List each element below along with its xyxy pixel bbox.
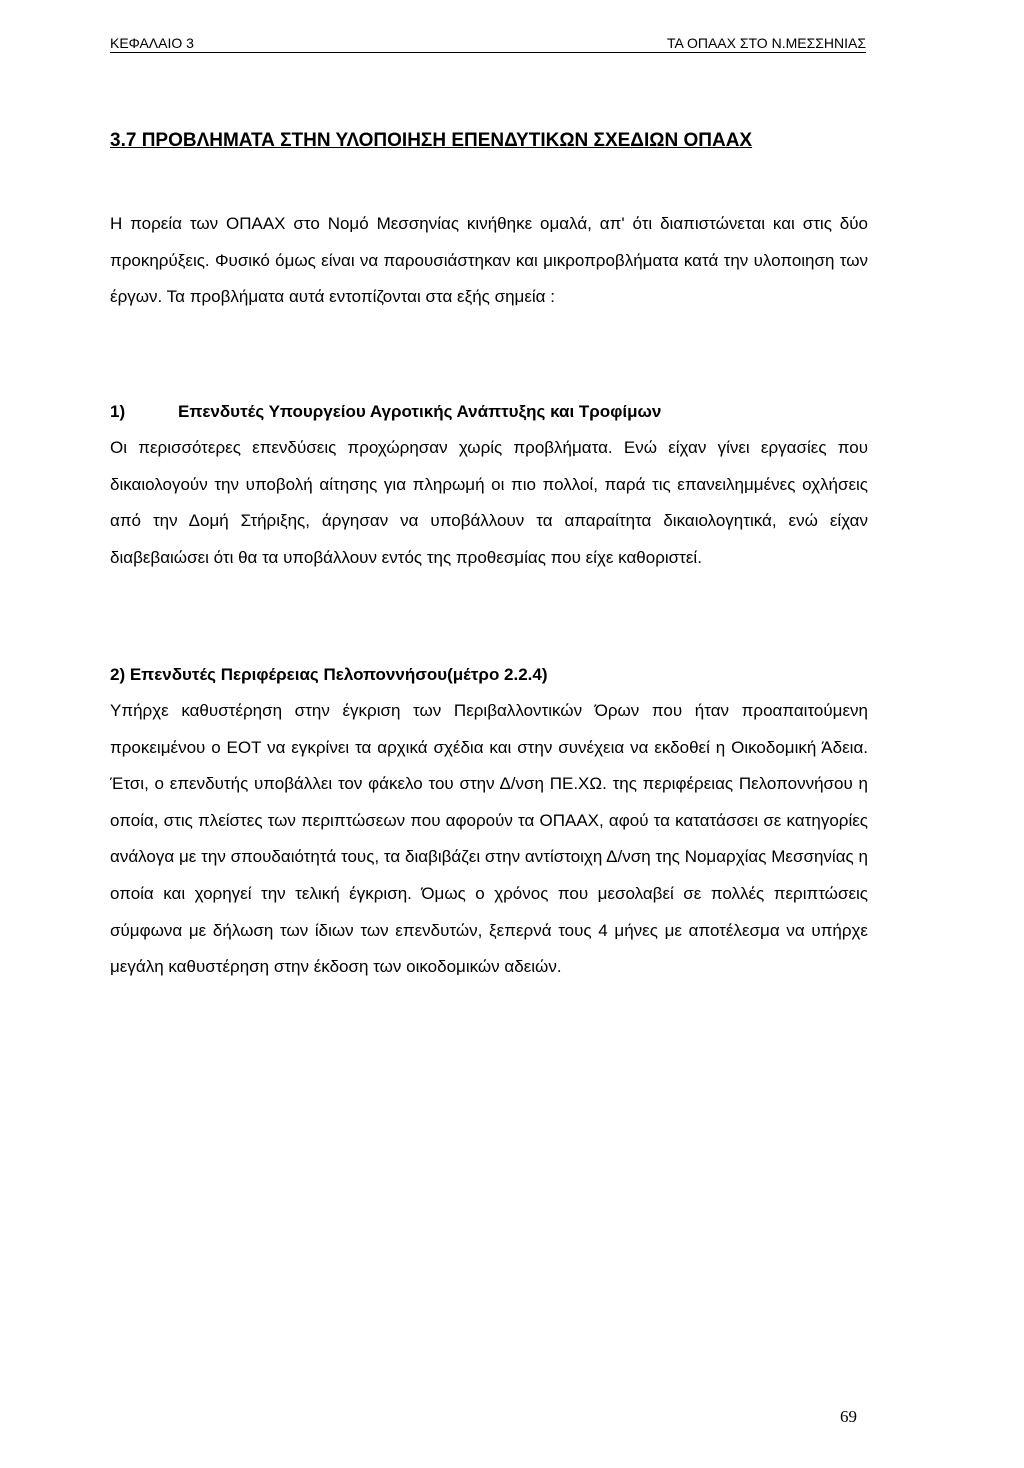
item-1-number: 1) [110, 402, 126, 421]
item-1-paragraph: Οι περισσότερες επενδύσεις προχώρησαν χωρίς προβλήματα. Ενώ είχαν γίνει εργασίες που δικαιολογούν την υποβολή αίτησης για πληρωμή οι πιο πολλοί, παρά τις επανειλημμένες οχλήσεις από την Δομή Στήριξης, άργησαν να υποβάλλουν τα απαραίτητα δικαιολογητικά, ενώ είχαν διαβεβαιώσει ότι θα τα υποβάλλουν εντός της προθεσμίας που είχε καθοριστεί. [110, 438, 868, 567]
item-2-heading: 2) Επενδυτές Περιφέρειας Πελοποννήσου(μέτρο 2.2.4) [110, 665, 548, 684]
item-1-title: Επενδυτές Υπουργείου Αγροτικής Ανάπτυξης και Τροφίμων [178, 402, 662, 421]
running-title: ΤΑ ΟΠΑΑΧ ΣΤΟ Ν.ΜΕΣΣΗΝΙΑΣ [666, 35, 866, 51]
item-1-heading [110, 402, 870, 422]
page-number: 69 [840, 1407, 857, 1426]
section-title: 3.7 ΠΡΟΒΛΗΜΑΤΑ ΣΤΗΝ ΥΛΟΠΟΙΗΣΗ ΕΠΕΝΔΥΤΙΚΩΝ ΣΧΕΔΙΩΝ ΟΠΑΑΧ [110, 130, 753, 151]
item-2-paragraph: Υπήρχε καθυστέρηση στην έγκριση των Περιβαλλοντικών Όρων που ήταν προαπαιτούμενη προκειμένου ο ΕΟΤ να εγκρίνει τα αρχικά σχέδια και στην συνέχεια να εκδοθεί η Οικοδομική Άδεια. Έτσι, ο επενδυτής υποβάλλει τον φάκελο του στην Δ/νση ΠΕ.ΧΩ. της περιφέρειας Πελοποννήσου η οποία, στις πλείστες των περιπτώσεων που αφορούν τα ΟΠΑΑΧ, αφού τα κατατάσσει σε κατηγορίες ανάλογα με την σπουδαιότητά τους, τα διαβιβάζει στην αντίστοιχη Δ/νση της Νομαρχίας Μεσσηνίας η οποία και χορηγεί την τελική έγκριση. Όμως ο χρόνος που μεσολαβεί σε πολλές περιπτώσεις σύμφωνα με δήλωση των ίδιων των επενδυτών, ξεπερνά τους 4 μήνες με αποτέλεσμα να υπήρχε μεγάλη καθυστέρηση στην έκδοση των οικοδομικών αδειών. [110, 701, 868, 977]
chapter-label: ΚΕΦΑΛΑΙΟ 3 [110, 35, 194, 51]
running-header [110, 30, 866, 53]
intro-paragraph: Η πορεία των ΟΠΑΑΧ στο Νομό Μεσσηνίας κινήθηκε ομαλά, απ' ότι διαπιστώνεται και στις δύο προκηρύξεις. Φυσικό όμως είναι να παρουσιάστηκαν και μικροπροβλήματα κατά την υλοποιηση των έργων. Τα προβλήματα αυτά εντοπίζονται στα εξής σημεία : [110, 214, 868, 307]
